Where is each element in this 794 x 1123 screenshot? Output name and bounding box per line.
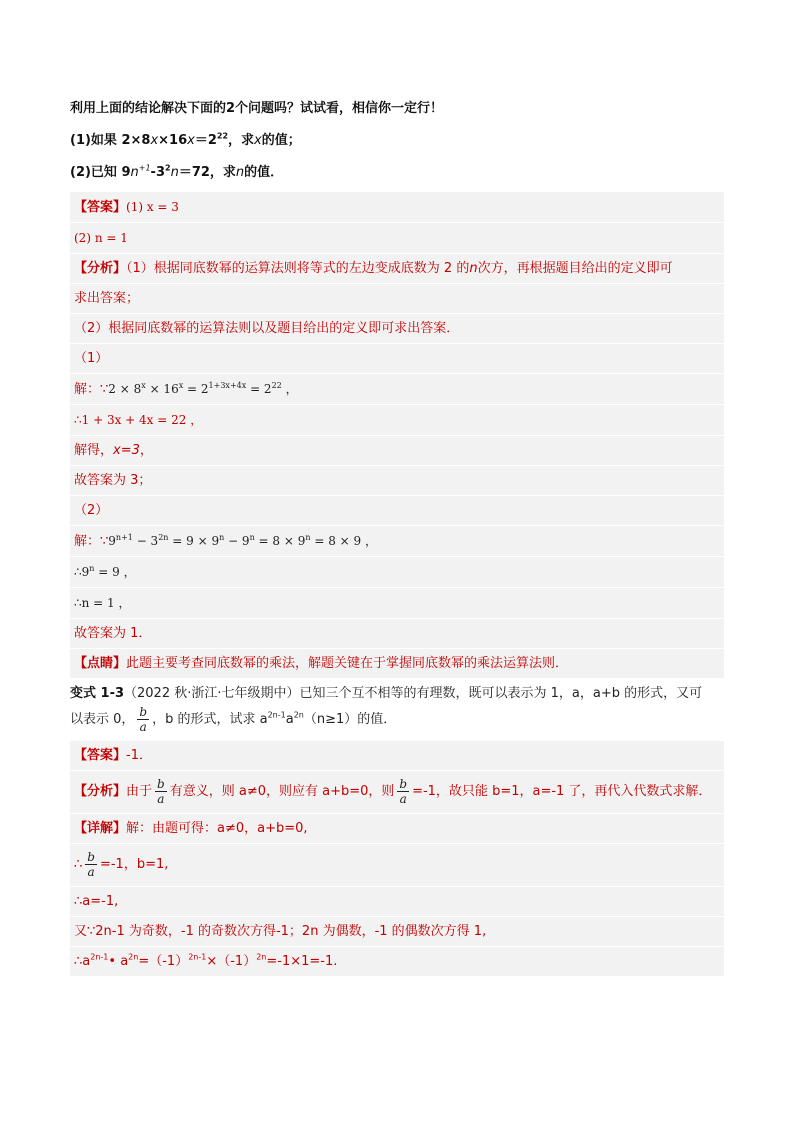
step-text: 故答案为 bbox=[74, 626, 131, 641]
analysis-line-1 bbox=[70, 254, 724, 284]
q2-exponent: +1 bbox=[138, 163, 151, 173]
math-expression: $\therefore a^{2n-1}•$ $a^{2n}=(-1)^{2n-1}\times(-1)^{2n}=-1\times 1=-1$. bbox=[74, 952, 338, 969]
q2-var: n bbox=[130, 165, 139, 180]
step-text: ∴a=-1, bbox=[74, 894, 119, 909]
step-text: ， bbox=[139, 443, 153, 458]
variant-line-1 bbox=[70, 685, 724, 703]
solution-block-1 bbox=[70, 192, 724, 679]
math-expression: $\therefore 9^n = 9$ ， bbox=[74, 564, 136, 579]
fraction: $\frac{b}{a}$ bbox=[139, 705, 148, 734]
variant-line-2 bbox=[70, 703, 724, 737]
analysis-text: 次方，再根据题目给出的定义即可 bbox=[477, 261, 673, 276]
detail-line bbox=[70, 814, 724, 844]
detail-step-4 bbox=[70, 917, 724, 947]
solution-1-step-1 bbox=[70, 374, 724, 405]
variant-text: （n≥1）的值． bbox=[303, 712, 397, 727]
step-text: ； bbox=[138, 473, 152, 488]
q2-mid: ＝72，求 bbox=[178, 165, 236, 180]
detail-step-3 bbox=[70, 887, 724, 917]
solution-2-step-1 bbox=[70, 526, 724, 557]
math-expression: ∴n = 1 ， bbox=[74, 596, 131, 610]
q1-pre: (1)如果 2×8 bbox=[70, 133, 151, 148]
point-tag: 【点睛】 bbox=[74, 656, 127, 671]
q1-post: ，求 bbox=[228, 133, 255, 148]
step-label: （2） bbox=[74, 503, 109, 518]
intro-text: 利用上面的结论解决下面的2个问题吗？试试看，相信你一定行！ bbox=[70, 101, 444, 116]
detail-step-2 bbox=[70, 844, 724, 887]
step-text: 故答案为 bbox=[74, 473, 131, 488]
math-expression: $2 \times 8^x \times 16^x = 2^{1+3x+4x} = 2^{22}$ ， bbox=[108, 381, 298, 396]
point-text: 此题主要考查同底数幂的乘法，解题关键在于掌握同底数幂的乘法运算法则． bbox=[126, 656, 569, 671]
analysis-text: 求出答案； bbox=[74, 291, 140, 306]
analysis-line-3 bbox=[70, 314, 724, 344]
fraction: $\frac{b}{a}$ bbox=[87, 850, 95, 879]
answer-value: -1． bbox=[126, 748, 152, 763]
analysis-line-2 bbox=[70, 284, 724, 314]
solution-block-2 bbox=[70, 741, 724, 977]
variant-text: ，b 的形式，试求 a bbox=[152, 712, 268, 727]
answer-value: (2) n = 1 bbox=[74, 231, 128, 245]
analysis-var: n bbox=[469, 261, 478, 276]
step-value: 3 bbox=[130, 473, 139, 488]
q1-var: x bbox=[150, 133, 159, 148]
document-page bbox=[70, 96, 724, 977]
fraction: $\frac{b}{a}$ bbox=[399, 777, 408, 806]
math-expression: $9^{n+1} - 3^{2n} = 9 \times 9^n - 9^n = 8 \times 9^n = 8 \times 9$ ， bbox=[108, 533, 377, 548]
q2-end: 的值． bbox=[244, 165, 284, 180]
detail-step-5 bbox=[70, 947, 724, 977]
variant-text: 以表示 0， bbox=[70, 712, 135, 727]
solution-2-label bbox=[70, 496, 724, 526]
solution-1-step-2 bbox=[70, 405, 724, 436]
step-text: =-1，b=1, bbox=[99, 857, 169, 872]
answer-line-2 bbox=[70, 223, 724, 254]
analysis-text: 有意义，则 a≠0，则应有 a+b=0，则 bbox=[169, 784, 395, 799]
answer-tag: 【答案】 bbox=[74, 200, 127, 215]
variant-label: 变式 1-3 bbox=[70, 686, 125, 701]
fraction: $\frac{b}{a}$ bbox=[157, 777, 165, 806]
analysis-text: （2）根据同底数幂的运算法则以及题目给出的定义即可求出答案． bbox=[74, 321, 460, 336]
q2-pre: (2)已知 9 bbox=[70, 165, 131, 180]
step-text: 解：∵ bbox=[74, 382, 109, 397]
answer-value: (1) x = 3 bbox=[126, 200, 179, 214]
step-text: ． bbox=[138, 626, 152, 641]
question-2 bbox=[70, 160, 724, 186]
q1-mid: ＝2 bbox=[194, 133, 217, 148]
exponent: 2n-1 bbox=[267, 710, 286, 720]
solution-1-step-3 bbox=[70, 436, 724, 466]
analysis-tag: 【分析】 bbox=[74, 261, 127, 276]
step-text: 解得， bbox=[74, 443, 114, 458]
question-1 bbox=[70, 128, 724, 154]
q1-var: x bbox=[254, 133, 262, 148]
q1-exponent: 22 bbox=[216, 131, 229, 141]
variant-source: （2022 秋·浙江·七年级期中） bbox=[124, 686, 300, 701]
q2-mid: -3 bbox=[150, 165, 165, 180]
analysis-tag: 【分析】 bbox=[74, 784, 127, 799]
variant-text: a bbox=[285, 712, 294, 727]
step-label: （1） bbox=[74, 351, 109, 366]
analysis-text: =-1，故只能 b=1，a=-1 了，再代入代数式求解． bbox=[412, 784, 712, 799]
point-line bbox=[70, 649, 724, 679]
q2-var: n bbox=[235, 165, 245, 180]
answer-line-1 bbox=[70, 192, 724, 223]
variant-question bbox=[70, 679, 724, 741]
step-value: 1 bbox=[130, 626, 139, 641]
exponent: 2n bbox=[293, 710, 304, 720]
q1-mid: ×16 bbox=[158, 133, 188, 148]
solution-1-label bbox=[70, 344, 724, 374]
solution-2-step-2 bbox=[70, 557, 724, 588]
solution-2-step-3 bbox=[70, 588, 724, 619]
q1-var: x bbox=[187, 133, 195, 148]
math-expression: ∴1 + 3x + 4x = 22 ， bbox=[74, 413, 203, 427]
detail-text: 解：由题可得：a≠0，a+b=0, bbox=[126, 821, 308, 836]
solution-2-step-4 bbox=[70, 619, 724, 649]
answer-line bbox=[70, 741, 724, 771]
step-text: 又∵2n-1 为奇数，-1 的奇数次方得-1；2n 为偶数，-1 的偶数次方得 1, bbox=[74, 924, 487, 939]
step-text: ∴ bbox=[74, 857, 83, 872]
q1-end: 的值； bbox=[261, 133, 301, 148]
detail-tag: 【详解】 bbox=[74, 821, 127, 836]
variant-text: 已知三个互不相等的有理数，既可以表示为 1，a，a+b 的形式，又可 bbox=[299, 686, 703, 701]
analysis-text: （1）根据同底数幂的运算法则将等式的左边变成底数为 2 的 bbox=[126, 261, 470, 276]
step-text: 解：∵ bbox=[74, 534, 109, 549]
step-value: x=3 bbox=[113, 443, 140, 458]
q2-var: n bbox=[170, 165, 179, 180]
analysis-line bbox=[70, 771, 724, 814]
q2-exponent: 2 bbox=[165, 163, 171, 173]
solution-1-step-4 bbox=[70, 466, 724, 496]
analysis-text: 由于 bbox=[126, 784, 153, 799]
answer-tag: 【答案】 bbox=[74, 748, 127, 763]
